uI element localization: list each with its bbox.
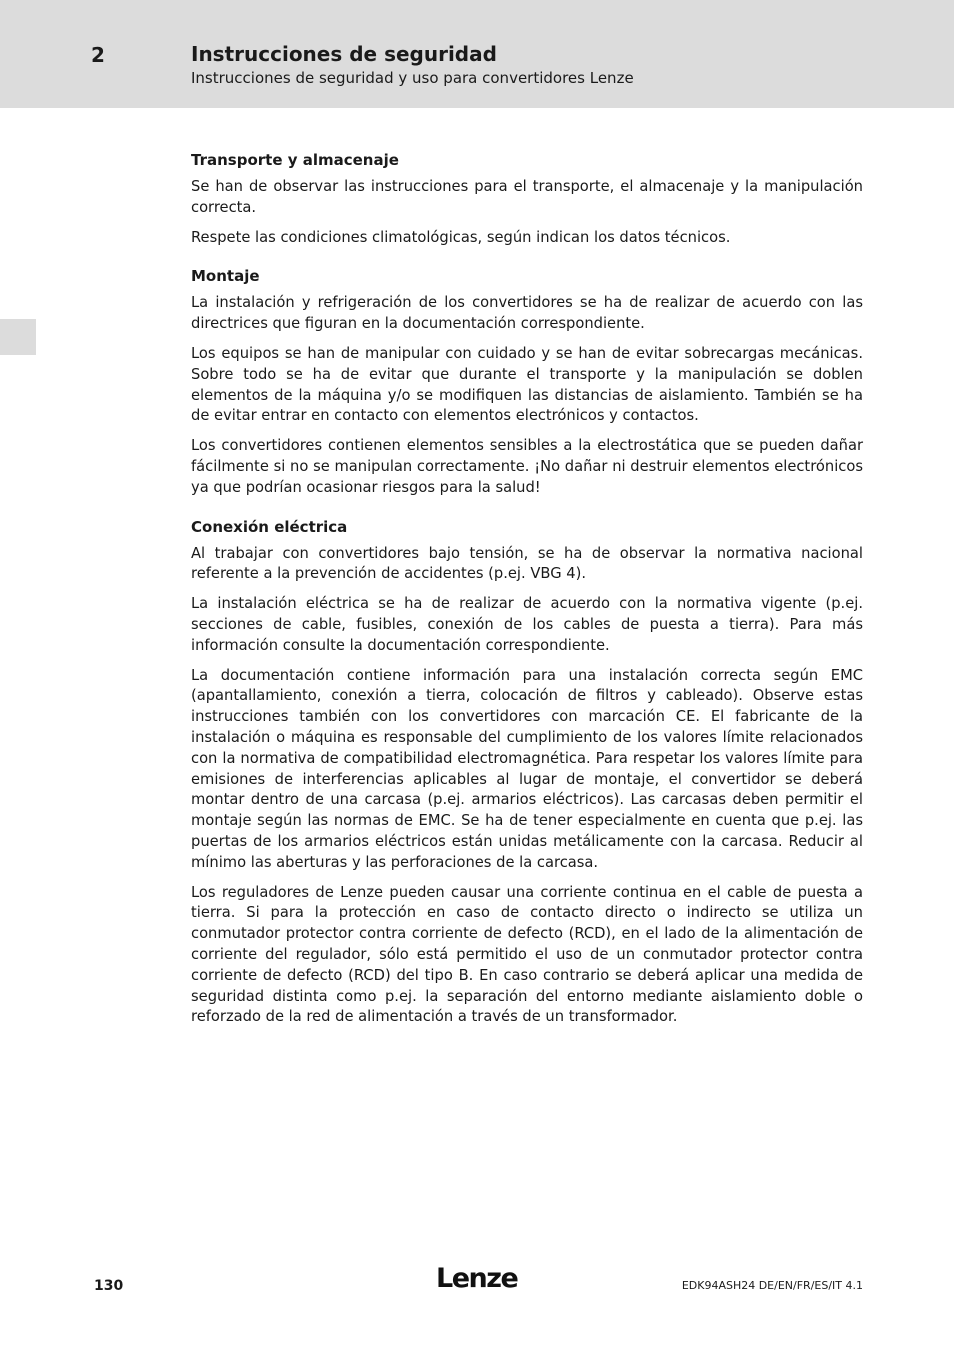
document-code: EDK94ASH24 DE/EN/FR/ES/IT 4.1 bbox=[681, 1279, 863, 1292]
paragraph: Los convertidores contienen elementos sensibles a la electrostática que se pueden dañar fácilmente si no se manipulan correctamente. ¡No dañar ni destruir elementos electrónicos ya que podrían ocasionar riesgos para la salud! bbox=[191, 437, 863, 496]
chapter-subtitle: Instrucciones de seguridad y uso para convertidores Lenze bbox=[191, 69, 634, 87]
page-number: 130 bbox=[94, 1278, 124, 1294]
section-heading: Montaje bbox=[191, 267, 260, 286]
paragraph: Los reguladores de Lenze pueden causar una corriente continua en el cable de puesta a tierra. Si para la protección en caso de contacto directo o indirecto se utiliza un conmutador protector contra corriente de defecto (RCD), en el lado de la alimentación de corriente del regulador, sólo está permitido el uso de un conmutador protector contra corriente de defecto (RCD) del tipo B. En caso contrario se deberá aplicar una medida de seguridad distinta como p.ej. la separación del entorno mediante aislamiento doble o reforzado de la red de alimentación a través de un transformador. bbox=[191, 883, 863, 1026]
paragraph: La instalación eléctrica se ha de realizar de acuerdo con la normativa vigente (p.ej. secciones de cable, fusibles, conexión de los cables de puesta a tierra). Para más información consulte la documentación correspondiente. bbox=[191, 595, 863, 654]
lenze-logo: Lenze bbox=[436, 1263, 518, 1294]
section-electrical-connection bbox=[191, 517, 863, 1029]
chapter-side-tab bbox=[0, 319, 36, 355]
paragraph: La instalación y refrigeración de los convertidores se ha de realizar de acuerdo con las directrices que figuran en la documentación correspondiente. bbox=[191, 294, 863, 333]
paragraph: Al trabajar con convertidores bajo tensión, se ha de observar la normativa nacional referente a la prevención de accidentes (p.ej. VBG 4). bbox=[191, 544, 863, 583]
section-transport bbox=[191, 150, 863, 248]
section-heading: Transporte y almacenaje bbox=[191, 151, 399, 169]
section-heading: Conexión eléctrica bbox=[191, 517, 348, 536]
paragraph: Respete las condiciones climatológicas, según indican los datos técnicos. bbox=[191, 228, 731, 246]
paragraph: Los equipos se han de manipular con cuidado y se han de evitar sobrecargas mecánicas. Sobre todo se ha de evitar que durante el transporte y la manipulación se doblen elementos de la máquina y/o se modifiquen las distancias de aislamiento. También se ha de evitar entrar en contacto con elementos electrónicos y contactos. bbox=[191, 344, 863, 425]
section-mounting bbox=[191, 266, 863, 498]
paragraph: Se han de observar las instrucciones para el transporte, el almacenaje y la manipulación correcta. bbox=[191, 178, 863, 216]
page-content bbox=[191, 150, 863, 1046]
chapter-title: Instrucciones de seguridad bbox=[191, 42, 497, 66]
chapter-number: 2 bbox=[91, 43, 105, 67]
paragraph: La documentación contiene información para una instalación correcta según EMC (apantallamiento, conexión a tierra, colocación de filtros y cableado). Observe estas instrucciones también con los convertidores con marcación CE. El fabricante de la instalación o máquina es responsable del cumplimiento de los valores límite relacionados con la normativa de compatibilidad electromagnética. Para respetar los valores límite para emisiones de interferencias aplicables al lugar de montaje, el convertidor se deberá montar dentro de una carcasa (p.ej. armarios eléctricos). Las carcasas deben permitir el montaje según las normas de EMC. Se ha de tener especialmente en cuenta que p.ej. las puertas de los armarios eléctricos están unidas metálicamente con la carcasa. Reducir al mínimo las aberturas y las perforaciones de la carcasa. bbox=[191, 666, 863, 871]
